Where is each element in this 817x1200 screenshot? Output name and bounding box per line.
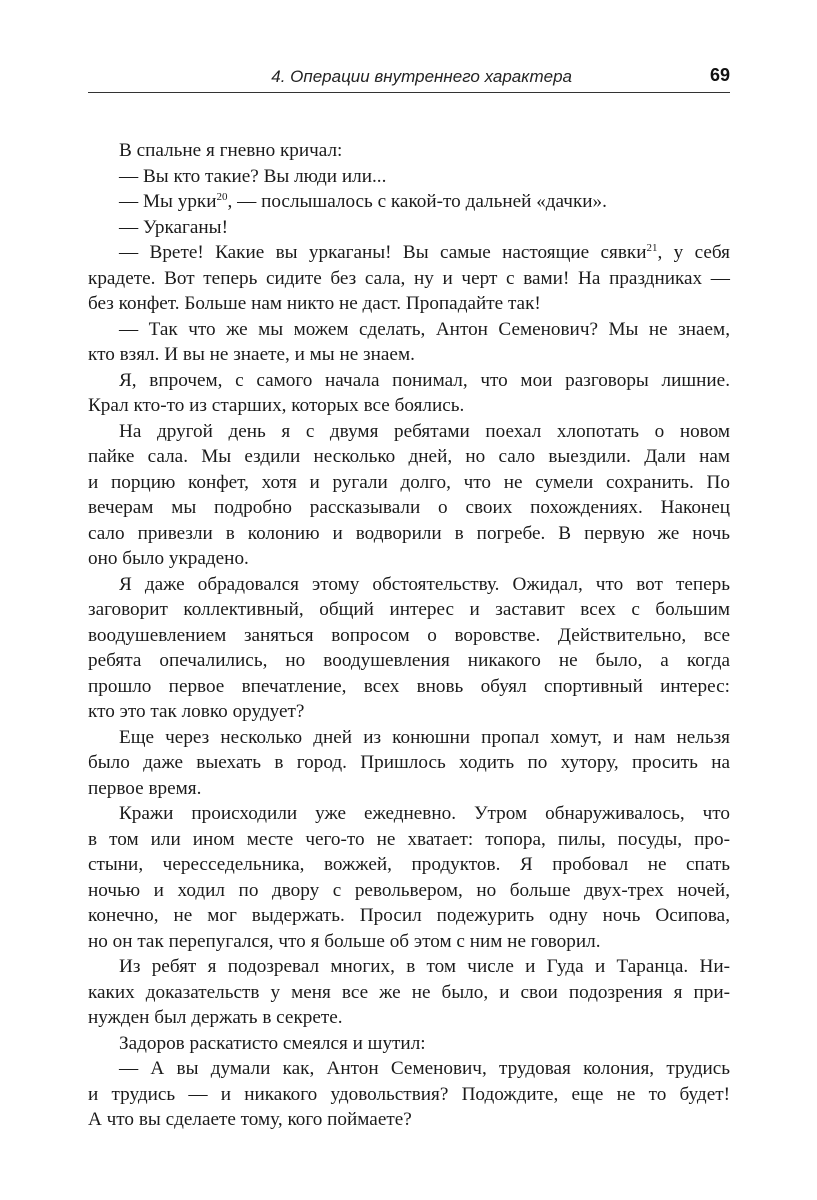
- line-text: каких доказательств у меня все же не было, и свои подозрения я при-: [88, 981, 730, 1003]
- text-line: [88, 546, 730, 572]
- text-line: [88, 266, 730, 292]
- text-line: [88, 138, 730, 164]
- chapter-title: 4. Операции внутреннего характера: [271, 67, 572, 86]
- text-line: [88, 827, 730, 853]
- line-text: конечно, не мог выдержать. Просил подежурить одну ночь Осипова,: [88, 905, 730, 926]
- text-line: [88, 1005, 730, 1031]
- page-number: 69: [709, 65, 730, 85]
- text-line: [88, 189, 730, 215]
- text-line: [88, 750, 730, 776]
- text-line: [88, 903, 730, 929]
- line-text: Еще через несколько дней из конюшни пропал хомут, и нам нельзя: [119, 726, 730, 748]
- text-line: [88, 1107, 730, 1133]
- text-line: [88, 1031, 730, 1057]
- line-text: Я, впрочем, с самого начала понимал, что мои разговоры лишние.: [119, 369, 730, 391]
- line-text: ребята опечалились, но воодушевления никакого не было, а когда: [88, 650, 730, 671]
- text-line: [88, 954, 730, 980]
- line-text-cont: , — послышалось с какой-то дальней «дачки».: [227, 191, 607, 212]
- line-text: в том или ином месте чего-то не хватает: топора, пилы, посуды, про-: [88, 828, 730, 850]
- line-text: первое время.: [88, 777, 202, 799]
- line-text: На другой день я с двумя ребятами поехал хлопотать о новом: [119, 420, 730, 442]
- text-line: [88, 317, 730, 343]
- line-text: и порцию конфет, хотя и ругали долго, что не сумели сохранить. По: [88, 471, 730, 493]
- text-line: [88, 776, 730, 802]
- line-text: — Мы урки: [119, 191, 217, 212]
- line-text: но он так перепугался, что я больше об этом с ним не говорил.: [88, 930, 601, 952]
- line-text: — Так что же мы можем сделать, Антон Семенович? Мы не знаем,: [119, 318, 730, 340]
- text-line: [88, 393, 730, 419]
- text-line: [88, 852, 730, 878]
- line-text: Я даже обрадовался этому обстоятельству. Ожидал, что вот теперь: [119, 573, 730, 595]
- line-text: — А вы думали как, Антон Семенович, трудовая колония, трудись: [119, 1058, 730, 1079]
- line-text: Из ребят я подозревал многих, в том числе и Гуда и Таранца. Ни-: [119, 956, 730, 977]
- text-line: [88, 572, 730, 598]
- text-line: [88, 801, 730, 827]
- text-line: [88, 495, 730, 521]
- text-line: [88, 980, 730, 1006]
- text-line: [88, 623, 730, 649]
- line-text: крадете. Вот теперь сидите без сала, ну и черт с вами! На праздниках —: [88, 267, 730, 289]
- line-text: оно было украдено.: [88, 548, 249, 569]
- line-text: воодушевлением заняться вопросом о воровстве. Действительно, все: [88, 624, 730, 646]
- line-text: — Врете! Какие вы уркаганы! Вы самые настоящие сявки: [119, 242, 647, 263]
- text-line: [88, 444, 730, 470]
- footnote-ref[interactable]: 20: [216, 191, 228, 203]
- line-text: Крал кто-то из старших, которых все боялись.: [88, 395, 465, 416]
- line-text: — Уркаганы!: [119, 216, 228, 238]
- text-line: [88, 674, 730, 700]
- line-text: Кражи происходили уже ежедневно. Утром обнаруживалось, что: [119, 803, 730, 824]
- line-text: было даже выехать в город. Пришлось ходить по хутору, просить на: [88, 752, 730, 773]
- text-line: [88, 215, 730, 241]
- line-text: стыни, чересседельника, вожжей, продуктов. Я пробовал не спать: [88, 854, 730, 875]
- line-text: пайке сала. Мы ездили несколько дней, но сало выездили. Дали нам: [88, 446, 730, 467]
- line-text: В спальне я гневно кричал:: [119, 140, 343, 161]
- text-line: [88, 1082, 730, 1108]
- body-text: [88, 138, 730, 1133]
- line-text: заговорит коллективный, общий интерес и заставит всех с большим: [88, 599, 730, 620]
- text-line: [88, 291, 730, 317]
- text-line: [88, 597, 730, 623]
- footnote-ref[interactable]: 21: [646, 242, 658, 254]
- text-line: [88, 164, 730, 190]
- text-line: [88, 725, 730, 751]
- text-line: [88, 648, 730, 674]
- line-text: кто взял. И вы не знаете, и мы не знаем.: [88, 344, 415, 365]
- text-line: [88, 368, 730, 394]
- line-text: без конфет. Больше нам никто не даст. Пропадайте так!: [88, 293, 541, 314]
- line-text: вечерам мы подробно рассказывали о своих похождениях. Наконец: [88, 497, 730, 518]
- text-line: [88, 240, 730, 266]
- text-line: [88, 699, 730, 725]
- line-text: ночью и ходил по двору с револьвером, но больше двух-трех ночей,: [88, 879, 730, 901]
- line-text: А что вы сделаете тому, кого поймаете?: [88, 1109, 412, 1130]
- line-text: и трудись — и никакого удовольствия? Подождите, еще не то будет!: [88, 1083, 730, 1105]
- line-text: Задоров раскатисто смеялся и шутил:: [119, 1032, 426, 1054]
- line-text-cont: , у себя: [657, 242, 730, 263]
- text-line: [88, 1056, 730, 1082]
- text-line: [88, 470, 730, 496]
- line-text: сало привезли в колонию и водворили в погребе. В первую же ночь: [88, 522, 730, 544]
- text-line: [88, 419, 730, 445]
- line-text: нужден был держать в секрете.: [88, 1007, 343, 1028]
- line-text: кто это так ловко орудует?: [88, 701, 305, 722]
- text-line: [88, 878, 730, 904]
- text-line: [88, 929, 730, 955]
- line-text: прошло первое впечатление, всех вновь обуял спортивный интерес:: [88, 675, 730, 697]
- text-line: [88, 342, 730, 368]
- text-line: [88, 521, 730, 547]
- line-text: — Вы кто такие? Вы люди или...: [119, 165, 387, 187]
- running-header: [88, 64, 730, 93]
